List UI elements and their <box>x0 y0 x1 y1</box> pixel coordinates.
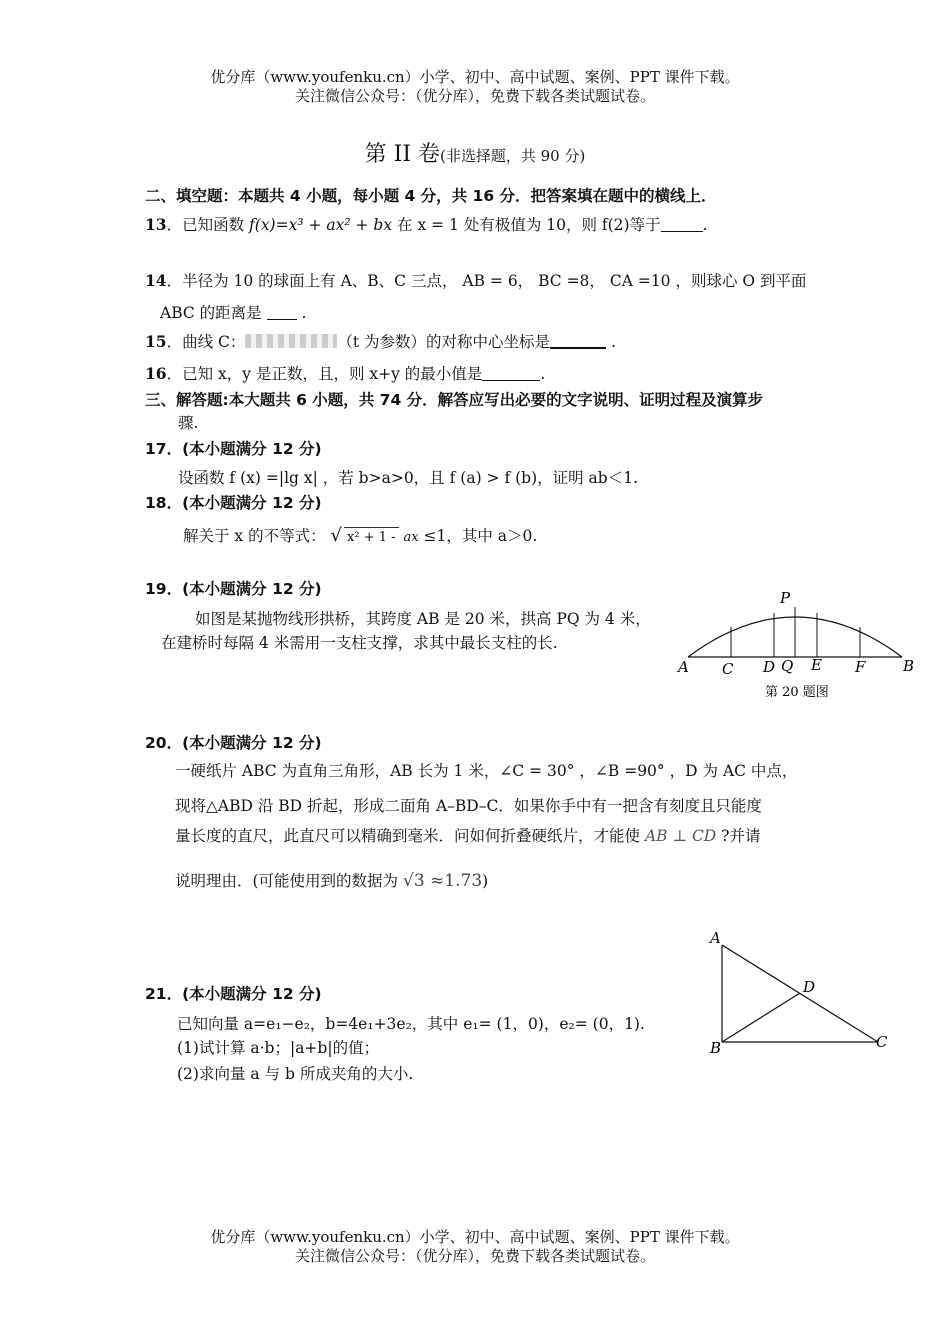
q18-score: (本小题满分 12 分) <box>182 494 322 512</box>
edge-bd <box>722 993 800 1042</box>
q15-end: . <box>611 333 616 351</box>
q19-number: 19 <box>145 580 167 598</box>
q15-text-b: （t 为参数）的对称中心坐标是 <box>337 333 551 351</box>
q20-line3-a: 量长度的直尺，此直尺可以精确到毫米．问如何折叠硬纸片，才能使 <box>175 827 645 845</box>
question-20-header: 20．(本小题满分 12 分) <box>145 734 322 752</box>
q20-line2: 现将△ABD 沿 BD 折起，形成二面角 A–BD–C．如果你手中有一把含有刻度且只能度 <box>175 797 762 815</box>
title-main: 第 II 卷 <box>364 142 441 167</box>
q20-number: 20 <box>145 734 167 752</box>
section2-heading: 二、填空题：本题共 4 小题，每小题 4 分，共 16 分．把答案填在题中的横线上． <box>145 187 717 205</box>
header-line-1: 优分库（www.youfenku.cn）小学、初中、高中试题、案例、PPT 课件下载。 <box>210 68 740 86</box>
section-title <box>0 137 950 168</box>
q16-text: 已知 x，y 是正数，且，则 x+y 的最小值是 <box>182 365 483 383</box>
q19-line1: 如图是某抛物线形拱桥，其跨度 AB 是 20 米，拱高 PQ 为 4 米， <box>195 610 651 628</box>
q17-text: 设函数 f (x) =|lg x| ，若 b>a>0，且 f (a) > f (b)，证明 ab＜1. <box>178 469 639 487</box>
q15-text-a: 曲线 C： <box>182 333 246 351</box>
question-21-header: 21．(本小题满分 12 分) <box>145 985 322 1003</box>
question-16: 16．已知 x，y 是正数，且，则 x+y 的最小值是 . <box>145 364 546 383</box>
title-sub: (非选择题，共 90 分) <box>440 147 586 165</box>
q18-text-a: 解关于 x 的不等式： <box>183 527 326 545</box>
q13-end: . <box>702 216 708 234</box>
parabolic-bridge-figure <box>670 585 920 705</box>
footer-line-2: 关注微信公众号：（优分库），免费下载各类试题试卷。 <box>294 1247 655 1265</box>
label-d: D <box>763 658 776 676</box>
question-19-header: 19．(本小题满分 12 分) <box>145 580 322 598</box>
q16-number: 16 <box>145 364 167 383</box>
label-p: P <box>780 589 791 607</box>
q21-line3: (2)求向量 a 与 b 所成夹角的大小. <box>177 1065 414 1083</box>
q18-ax: ax <box>403 530 419 545</box>
q20-line4-a: 说明理由．(可能使用到的数据为 <box>175 872 403 890</box>
q17-score: (本小题满分 12 分) <box>182 440 322 458</box>
label-q: Q <box>781 657 794 675</box>
q14-number: 14 <box>145 271 167 290</box>
q14-line2: ABC 的距离是 <box>160 304 262 322</box>
header-line-2: 关注微信公众号：（优分库），免费下载各类试题试卷。 <box>294 87 655 105</box>
q20-line4-c: ) <box>482 872 489 890</box>
sqrt-sign-icon: √ <box>330 525 343 546</box>
q20-score: (本小题满分 12 分) <box>182 734 322 752</box>
tri-label-b: B <box>710 1039 722 1057</box>
q19-score: (本小题满分 12 分) <box>182 580 322 598</box>
q17-number: 17 <box>145 440 167 458</box>
q20-line3-c: ?并请 <box>716 827 761 845</box>
tri-label-c: C <box>876 1033 888 1051</box>
q18-text-b: ≤1，其中 a＞0. <box>423 527 538 545</box>
q20-line4 <box>175 871 488 891</box>
question-15: 15．曲线 C： （t 为参数）的对称中心坐标是 . <box>145 332 616 351</box>
q16-answer-blank[interactable] <box>482 366 540 381</box>
q20-sqrt3-value: √3 ≈1.73 <box>402 871 483 891</box>
label-a: A <box>678 658 689 676</box>
triangle-figure <box>700 925 900 1060</box>
question-17-header: 17．(本小题满分 12 分) <box>145 440 322 458</box>
q18-number: 18 <box>145 494 167 512</box>
q21-line1: 已知向量 a=e₁−e₂，b=4e₁+3e₂，其中 e₁= (1，0)，e₂= (0，1). <box>177 1015 645 1033</box>
question-13: 13．已知函数 f(x)=x³ + ax² + bx 在 x = 1 处有极值为 10，则 f(2)等于 . <box>145 215 708 234</box>
q21-number: 21 <box>145 985 167 1003</box>
tri-label-d: D <box>803 978 816 996</box>
label-e: E <box>811 656 822 674</box>
q13-function: f(x)=x³ + ax² + bx <box>249 216 393 234</box>
section3-heading-line2: 骤. <box>178 414 199 432</box>
q14-end: . <box>301 304 307 322</box>
q18-text <box>183 526 537 548</box>
label-b: B <box>903 657 915 675</box>
q18-radicand: x² + 1 - <box>344 527 399 548</box>
tri-label-a: A <box>710 929 721 947</box>
q13-text-b: 在 x = 1 处有极值为 10，则 f(2)等于 <box>392 216 661 234</box>
q14-line1: 半径为 10 的球面上有 A、B、C 三点， AB = 6， BC =8， CA =10 ，则球心 O 到平面 <box>182 272 807 290</box>
question-14-line2 <box>160 303 306 323</box>
q20-perp-expr: AB ⊥ CD <box>644 827 717 845</box>
label-f: F <box>855 658 866 676</box>
q20-line1: 一硬纸片 ABC 为直角三角形，AB 长为 1 米，∠C = 30° ，∠B =90° ，D 为 AC 中点， <box>175 762 798 780</box>
q16-end: . <box>540 365 546 383</box>
q13-text-a: 已知函数 <box>182 216 250 234</box>
question-18-header: 18．(本小题满分 12 分) <box>145 494 322 512</box>
q13-answer-blank[interactable] <box>661 217 703 232</box>
q20-line3 <box>175 826 761 846</box>
q15-answer-blank[interactable] <box>550 333 606 349</box>
label-c: C <box>722 660 734 678</box>
q15-number: 15 <box>145 332 167 351</box>
footer-line-1: 优分库（www.youfenku.cn）小学、初中、高中试题、案例、PPT 课件下载。 <box>210 1228 740 1246</box>
q13-number: 13 <box>145 215 167 234</box>
q19-line2: 在建桥时每隔 4 米需用一支柱支撑，求其中最长支柱的长. <box>161 634 558 652</box>
q15-formula-image <box>245 334 337 348</box>
q21-line2: (1)试计算 a·b；|a+b|的值； <box>177 1039 380 1057</box>
q14-answer-blank[interactable] <box>267 305 297 320</box>
q21-score: (本小题满分 12 分) <box>182 985 322 1003</box>
question-14: 14．半径为 10 的球面上有 A、B、C 三点， AB = 6， BC =8， CA =10 ，则球心 O 到平面 <box>145 271 807 290</box>
section3-heading-line1: 三、解答题:本大题共 6 小题，共 74 分．解答应写出必要的文字说明、证明过程及演算步 <box>145 391 764 409</box>
bridge-caption: 第 20 题图 <box>765 685 829 700</box>
